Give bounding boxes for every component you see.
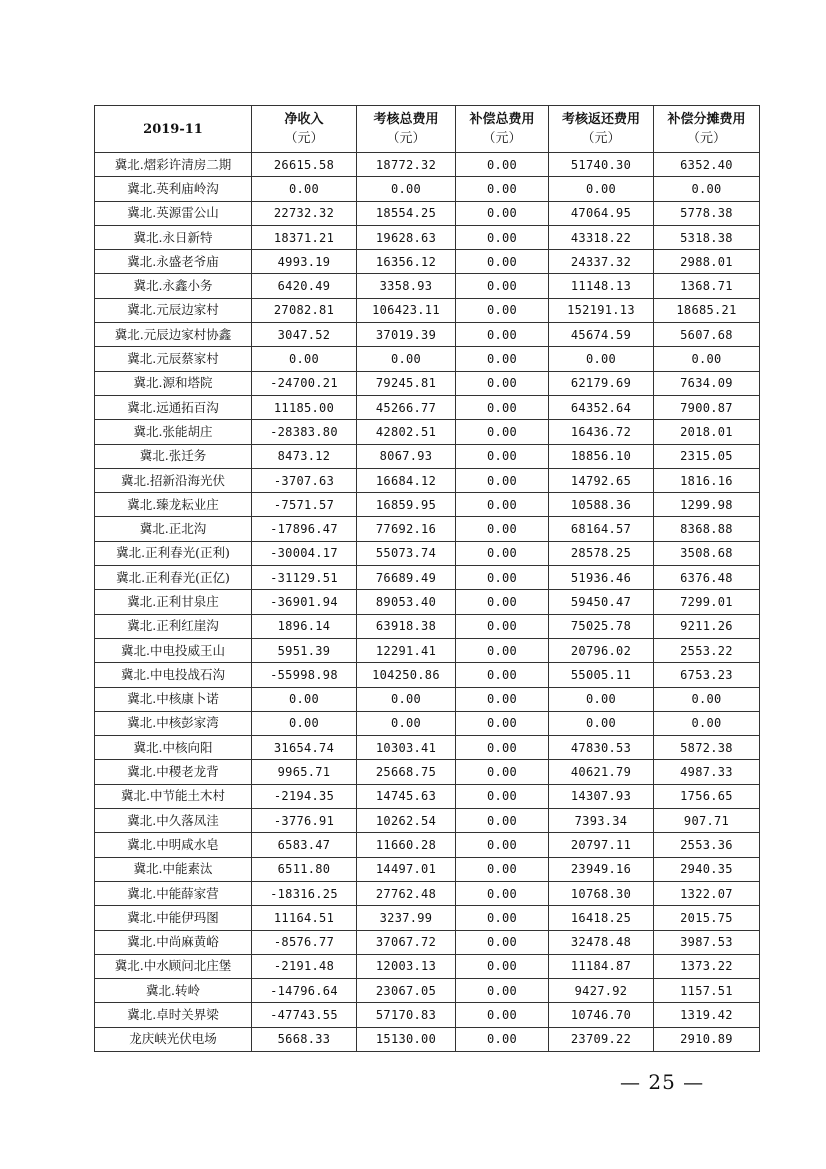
value-cell: 57170.83 [357, 1003, 456, 1027]
station-name-cell: 冀北.远通拓百沟 [95, 395, 252, 419]
table-row [95, 323, 760, 347]
column-header-unit: （元） [482, 131, 522, 146]
value-cell: 0.00 [456, 323, 549, 347]
table-row [95, 760, 760, 784]
value-cell: 23067.05 [357, 979, 456, 1003]
value-cell: 9965.71 [252, 760, 357, 784]
column-header [252, 106, 357, 153]
value-cell: 0.00 [252, 711, 357, 735]
station-name-cell: 冀北.正北沟 [95, 517, 252, 541]
value-cell: 0.00 [456, 1003, 549, 1027]
value-cell: 0.00 [456, 274, 549, 298]
station-name-cell: 冀北.张能胡庄 [95, 420, 252, 444]
value-cell: 37019.39 [357, 323, 456, 347]
value-cell: 31654.74 [252, 736, 357, 760]
value-cell: 16418.25 [549, 906, 654, 930]
column-header-unit: （元） [386, 131, 426, 146]
value-cell: 2553.22 [654, 638, 760, 662]
value-cell: 28578.25 [549, 541, 654, 565]
value-cell: 106423.11 [357, 298, 456, 322]
table-row [95, 225, 760, 249]
value-cell: 0.00 [549, 711, 654, 735]
value-cell: 1896.14 [252, 614, 357, 638]
value-cell: 5668.33 [252, 1027, 357, 1051]
column-header [549, 106, 654, 153]
column-header [654, 106, 760, 153]
value-cell: 10303.41 [357, 736, 456, 760]
column-header-unit: （元） [686, 131, 726, 146]
value-cell: 0.00 [252, 177, 357, 201]
table-row [95, 274, 760, 298]
value-cell: 89053.40 [357, 590, 456, 614]
value-cell: 3358.93 [357, 274, 456, 298]
value-cell: 1299.98 [654, 493, 760, 517]
value-cell: 5951.39 [252, 638, 357, 662]
value-cell: 0.00 [456, 541, 549, 565]
value-cell: 25668.75 [357, 760, 456, 784]
table-row [95, 177, 760, 201]
value-cell: 20797.11 [549, 833, 654, 857]
value-cell: 40621.79 [549, 760, 654, 784]
table-row [95, 468, 760, 492]
value-cell: 1157.51 [654, 979, 760, 1003]
value-cell: 7900.87 [654, 395, 760, 419]
value-cell: 0.00 [456, 153, 549, 177]
value-cell: 23949.16 [549, 857, 654, 881]
table-row [95, 566, 760, 590]
value-cell: 152191.13 [549, 298, 654, 322]
value-cell: 3047.52 [252, 323, 357, 347]
table-row [95, 809, 760, 833]
value-cell: 18371.21 [252, 225, 357, 249]
value-cell: 27082.81 [252, 298, 357, 322]
column-header [456, 106, 549, 153]
column-header-title: 考核返还费用 [561, 112, 640, 127]
value-cell: 0.00 [654, 687, 760, 711]
column-header-title: 考核总费用 [373, 112, 439, 127]
value-cell: -47743.55 [252, 1003, 357, 1027]
value-cell: 2988.01 [654, 250, 760, 274]
table-row [95, 954, 760, 978]
value-cell: 4987.33 [654, 760, 760, 784]
value-cell: 2910.89 [654, 1027, 760, 1051]
value-cell: 9427.92 [549, 979, 654, 1003]
value-cell: 32478.48 [549, 930, 654, 954]
value-cell: 18772.32 [357, 153, 456, 177]
value-cell: 51740.30 [549, 153, 654, 177]
value-cell: 0.00 [357, 687, 456, 711]
value-cell: 20796.02 [549, 638, 654, 662]
value-cell: 0.00 [456, 566, 549, 590]
value-cell: 7393.34 [549, 809, 654, 833]
value-cell: 0.00 [456, 711, 549, 735]
value-cell: 0.00 [456, 395, 549, 419]
table-row [95, 371, 760, 395]
value-cell: 0.00 [456, 517, 549, 541]
value-cell: 14792.65 [549, 468, 654, 492]
value-cell: 0.00 [456, 225, 549, 249]
station-name-cell: 冀北.正利甘泉庄 [95, 590, 252, 614]
column-header [357, 106, 456, 153]
station-name-cell: 冀北.熠彩许清房二期 [95, 153, 252, 177]
station-name-cell: 冀北.中核彭家湾 [95, 711, 252, 735]
value-cell: 23709.22 [549, 1027, 654, 1051]
value-cell: 0.00 [456, 420, 549, 444]
value-cell: 8067.93 [357, 444, 456, 468]
table-row [95, 930, 760, 954]
value-cell: 6583.47 [252, 833, 357, 857]
station-name-cell: 冀北.正利春光(正亿) [95, 566, 252, 590]
value-cell: 2315.05 [654, 444, 760, 468]
value-cell: 47830.53 [549, 736, 654, 760]
value-cell: 0.00 [357, 347, 456, 371]
value-cell: 0.00 [456, 687, 549, 711]
value-cell: 0.00 [654, 347, 760, 371]
value-cell: 7299.01 [654, 590, 760, 614]
station-name-cell: 冀北.中电投威王山 [95, 638, 252, 662]
value-cell: 2940.35 [654, 857, 760, 881]
value-cell: -55998.98 [252, 663, 357, 687]
value-cell: -17896.47 [252, 517, 357, 541]
table-row [95, 420, 760, 444]
value-cell: 0.00 [456, 809, 549, 833]
station-name-cell: 冀北.中能素汰 [95, 857, 252, 881]
value-cell: -14796.64 [252, 979, 357, 1003]
table-row [95, 881, 760, 905]
value-cell: 5872.38 [654, 736, 760, 760]
station-name-cell: 冀北.臻龙耘业庄 [95, 493, 252, 517]
value-cell: 0.00 [456, 493, 549, 517]
value-cell: 0.00 [456, 177, 549, 201]
value-cell: 68164.57 [549, 517, 654, 541]
value-cell: 75025.78 [549, 614, 654, 638]
value-cell: 1322.07 [654, 881, 760, 905]
value-cell: 0.00 [456, 930, 549, 954]
value-cell: 2553.36 [654, 833, 760, 857]
value-cell: 8473.12 [252, 444, 357, 468]
value-cell: 1756.65 [654, 784, 760, 808]
value-cell: 1368.71 [654, 274, 760, 298]
value-cell: 15130.00 [357, 1027, 456, 1051]
column-header-unit: （元） [581, 131, 621, 146]
value-cell: -3707.63 [252, 468, 357, 492]
station-name-cell: 冀北.正利红崖沟 [95, 614, 252, 638]
value-cell: 104250.86 [357, 663, 456, 687]
value-cell: 0.00 [456, 638, 549, 662]
value-cell: 11660.28 [357, 833, 456, 857]
value-cell: 0.00 [357, 177, 456, 201]
value-cell: 45674.59 [549, 323, 654, 347]
column-header-unit: （元） [284, 131, 324, 146]
page-number: — 25 — [620, 1070, 705, 1094]
value-cell: 4993.19 [252, 250, 357, 274]
value-cell: -3776.91 [252, 809, 357, 833]
value-cell: 3987.53 [654, 930, 760, 954]
station-name-cell: 冀北.永日新特 [95, 225, 252, 249]
table-row [95, 833, 760, 857]
value-cell: 6352.40 [654, 153, 760, 177]
value-cell: 8368.88 [654, 517, 760, 541]
value-cell: 6420.49 [252, 274, 357, 298]
station-name-cell: 冀北.中尚麻黄峪 [95, 930, 252, 954]
value-cell: 0.00 [252, 347, 357, 371]
table-row [95, 784, 760, 808]
value-cell: 12291.41 [357, 638, 456, 662]
table-row [95, 201, 760, 225]
value-cell: 0.00 [456, 857, 549, 881]
station-name-cell: 冀北.张迁务 [95, 444, 252, 468]
value-cell: -18316.25 [252, 881, 357, 905]
station-name-cell: 冀北.卓时关界梁 [95, 1003, 252, 1027]
value-cell: 0.00 [252, 687, 357, 711]
table-row [95, 541, 760, 565]
value-cell: 9211.26 [654, 614, 760, 638]
value-cell: 3237.99 [357, 906, 456, 930]
station-name-cell: 冀北.招新沿海光伏 [95, 468, 252, 492]
value-cell: 0.00 [456, 979, 549, 1003]
value-cell: 0.00 [456, 201, 549, 225]
value-cell: 0.00 [456, 760, 549, 784]
column-header-title: 补偿总费用 [469, 112, 535, 127]
table-row [95, 906, 760, 930]
value-cell: -36901.94 [252, 590, 357, 614]
value-cell: 0.00 [654, 711, 760, 735]
station-name-cell: 冀北.中久落凤洼 [95, 809, 252, 833]
station-name-cell: 冀北.中稷老龙背 [95, 760, 252, 784]
value-cell: 18685.21 [654, 298, 760, 322]
value-cell: 26615.58 [252, 153, 357, 177]
table-header-row [95, 106, 760, 153]
station-name-cell: 冀北.元辰边家村协鑫 [95, 323, 252, 347]
value-cell: 0.00 [456, 614, 549, 638]
value-cell: 11185.00 [252, 395, 357, 419]
value-cell: 22732.32 [252, 201, 357, 225]
value-cell: 6753.23 [654, 663, 760, 687]
value-cell: -28383.80 [252, 420, 357, 444]
value-cell: 0.00 [456, 736, 549, 760]
table-row [95, 736, 760, 760]
value-cell: 51936.46 [549, 566, 654, 590]
fee-table [94, 105, 760, 1052]
station-name-cell: 冀北.中核康卜诺 [95, 687, 252, 711]
table-row [95, 1003, 760, 1027]
value-cell: 0.00 [456, 371, 549, 395]
value-cell: -7571.57 [252, 493, 357, 517]
table-row [95, 638, 760, 662]
value-cell: 6511.80 [252, 857, 357, 881]
value-cell: 0.00 [456, 298, 549, 322]
station-name-cell: 冀北.中核向阳 [95, 736, 252, 760]
value-cell: -2191.48 [252, 954, 357, 978]
station-name-cell: 冀北.中电投战石沟 [95, 663, 252, 687]
value-cell: 5318.38 [654, 225, 760, 249]
value-cell: 27762.48 [357, 881, 456, 905]
value-cell: -2194.35 [252, 784, 357, 808]
value-cell: 16859.95 [357, 493, 456, 517]
column-header-title: 净收入 [284, 112, 324, 127]
value-cell: 77692.16 [357, 517, 456, 541]
value-cell: 12003.13 [357, 954, 456, 978]
column-header-title: 2019-11 [143, 121, 203, 137]
value-cell: 3508.68 [654, 541, 760, 565]
value-cell: -24700.21 [252, 371, 357, 395]
value-cell: 0.00 [456, 881, 549, 905]
value-cell: 0.00 [549, 177, 654, 201]
value-cell: 10746.70 [549, 1003, 654, 1027]
value-cell: 0.00 [549, 687, 654, 711]
value-cell: 0.00 [456, 468, 549, 492]
station-name-cell: 冀北.转岭 [95, 979, 252, 1003]
station-name-cell: 冀北.英源雷公山 [95, 201, 252, 225]
value-cell: 55073.74 [357, 541, 456, 565]
value-cell: 14745.63 [357, 784, 456, 808]
value-cell: 10768.30 [549, 881, 654, 905]
value-cell: 47064.95 [549, 201, 654, 225]
value-cell: 42802.51 [357, 420, 456, 444]
value-cell: 5607.68 [654, 323, 760, 347]
value-cell: 0.00 [456, 784, 549, 808]
value-cell: 37067.72 [357, 930, 456, 954]
value-cell: -30004.17 [252, 541, 357, 565]
value-cell: 0.00 [654, 177, 760, 201]
value-cell: 0.00 [456, 1027, 549, 1051]
column-header-title: 补偿分摊费用 [667, 112, 746, 127]
station-name-cell: 冀北.正利春光(正利) [95, 541, 252, 565]
value-cell: 2015.75 [654, 906, 760, 930]
table-row [95, 711, 760, 735]
value-cell: 10588.36 [549, 493, 654, 517]
value-cell: 43318.22 [549, 225, 654, 249]
value-cell: 6376.48 [654, 566, 760, 590]
value-cell: 55005.11 [549, 663, 654, 687]
table-row [95, 663, 760, 687]
station-name-cell: 冀北.中能薛家营 [95, 881, 252, 905]
value-cell: 0.00 [456, 954, 549, 978]
table-row [95, 614, 760, 638]
value-cell: 1816.16 [654, 468, 760, 492]
table-row [95, 687, 760, 711]
fee-table-container [94, 105, 759, 1052]
value-cell: 1373.22 [654, 954, 760, 978]
station-name-cell: 冀北.永鑫小务 [95, 274, 252, 298]
value-cell: 64352.64 [549, 395, 654, 419]
table-row [95, 347, 760, 371]
value-cell: 1319.42 [654, 1003, 760, 1027]
value-cell: 63918.38 [357, 614, 456, 638]
value-cell: 11148.13 [549, 274, 654, 298]
station-name-cell: 冀北.元辰蔡家村 [95, 347, 252, 371]
value-cell: 11184.87 [549, 954, 654, 978]
table-row [95, 250, 760, 274]
value-cell: 76689.49 [357, 566, 456, 590]
value-cell: 0.00 [549, 347, 654, 371]
value-cell: -8576.77 [252, 930, 357, 954]
value-cell: 45266.77 [357, 395, 456, 419]
value-cell: 0.00 [456, 590, 549, 614]
station-name-cell: 冀北.中能伊玛图 [95, 906, 252, 930]
value-cell: 0.00 [456, 347, 549, 371]
table-row [95, 979, 760, 1003]
table-row [95, 153, 760, 177]
value-cell: 16684.12 [357, 468, 456, 492]
value-cell: 0.00 [456, 444, 549, 468]
table-row [95, 444, 760, 468]
value-cell: 0.00 [456, 906, 549, 930]
table-row [95, 590, 760, 614]
value-cell: 18856.10 [549, 444, 654, 468]
table-row [95, 493, 760, 517]
table-row [95, 517, 760, 541]
value-cell: 79245.81 [357, 371, 456, 395]
table-row [95, 1027, 760, 1051]
table-row [95, 395, 760, 419]
value-cell: 2018.01 [654, 420, 760, 444]
column-header [95, 106, 252, 153]
table-row [95, 298, 760, 322]
value-cell: 0.00 [456, 250, 549, 274]
value-cell: 5778.38 [654, 201, 760, 225]
value-cell: 0.00 [357, 711, 456, 735]
value-cell: 14307.93 [549, 784, 654, 808]
value-cell: 0.00 [456, 663, 549, 687]
station-name-cell: 冀北.永盛老爷庙 [95, 250, 252, 274]
value-cell: 7634.09 [654, 371, 760, 395]
station-name-cell: 冀北.元辰边家村 [95, 298, 252, 322]
station-name-cell: 龙庆峡光伏电场 [95, 1027, 252, 1051]
value-cell: 18554.25 [357, 201, 456, 225]
value-cell: 19628.63 [357, 225, 456, 249]
value-cell: 16436.72 [549, 420, 654, 444]
value-cell: -31129.51 [252, 566, 357, 590]
station-name-cell: 冀北.中节能土木村 [95, 784, 252, 808]
table-body [95, 153, 760, 1052]
value-cell: 59450.47 [549, 590, 654, 614]
station-name-cell: 冀北.英利庙岭沟 [95, 177, 252, 201]
value-cell: 907.71 [654, 809, 760, 833]
station-name-cell: 冀北.源和塔院 [95, 371, 252, 395]
value-cell: 14497.01 [357, 857, 456, 881]
value-cell: 0.00 [456, 833, 549, 857]
table-row [95, 857, 760, 881]
value-cell: 62179.69 [549, 371, 654, 395]
value-cell: 16356.12 [357, 250, 456, 274]
value-cell: 10262.54 [357, 809, 456, 833]
value-cell: 11164.51 [252, 906, 357, 930]
station-name-cell: 冀北.中明咸水皂 [95, 833, 252, 857]
value-cell: 24337.32 [549, 250, 654, 274]
station-name-cell: 冀北.中水顾问北庄堡 [95, 954, 252, 978]
